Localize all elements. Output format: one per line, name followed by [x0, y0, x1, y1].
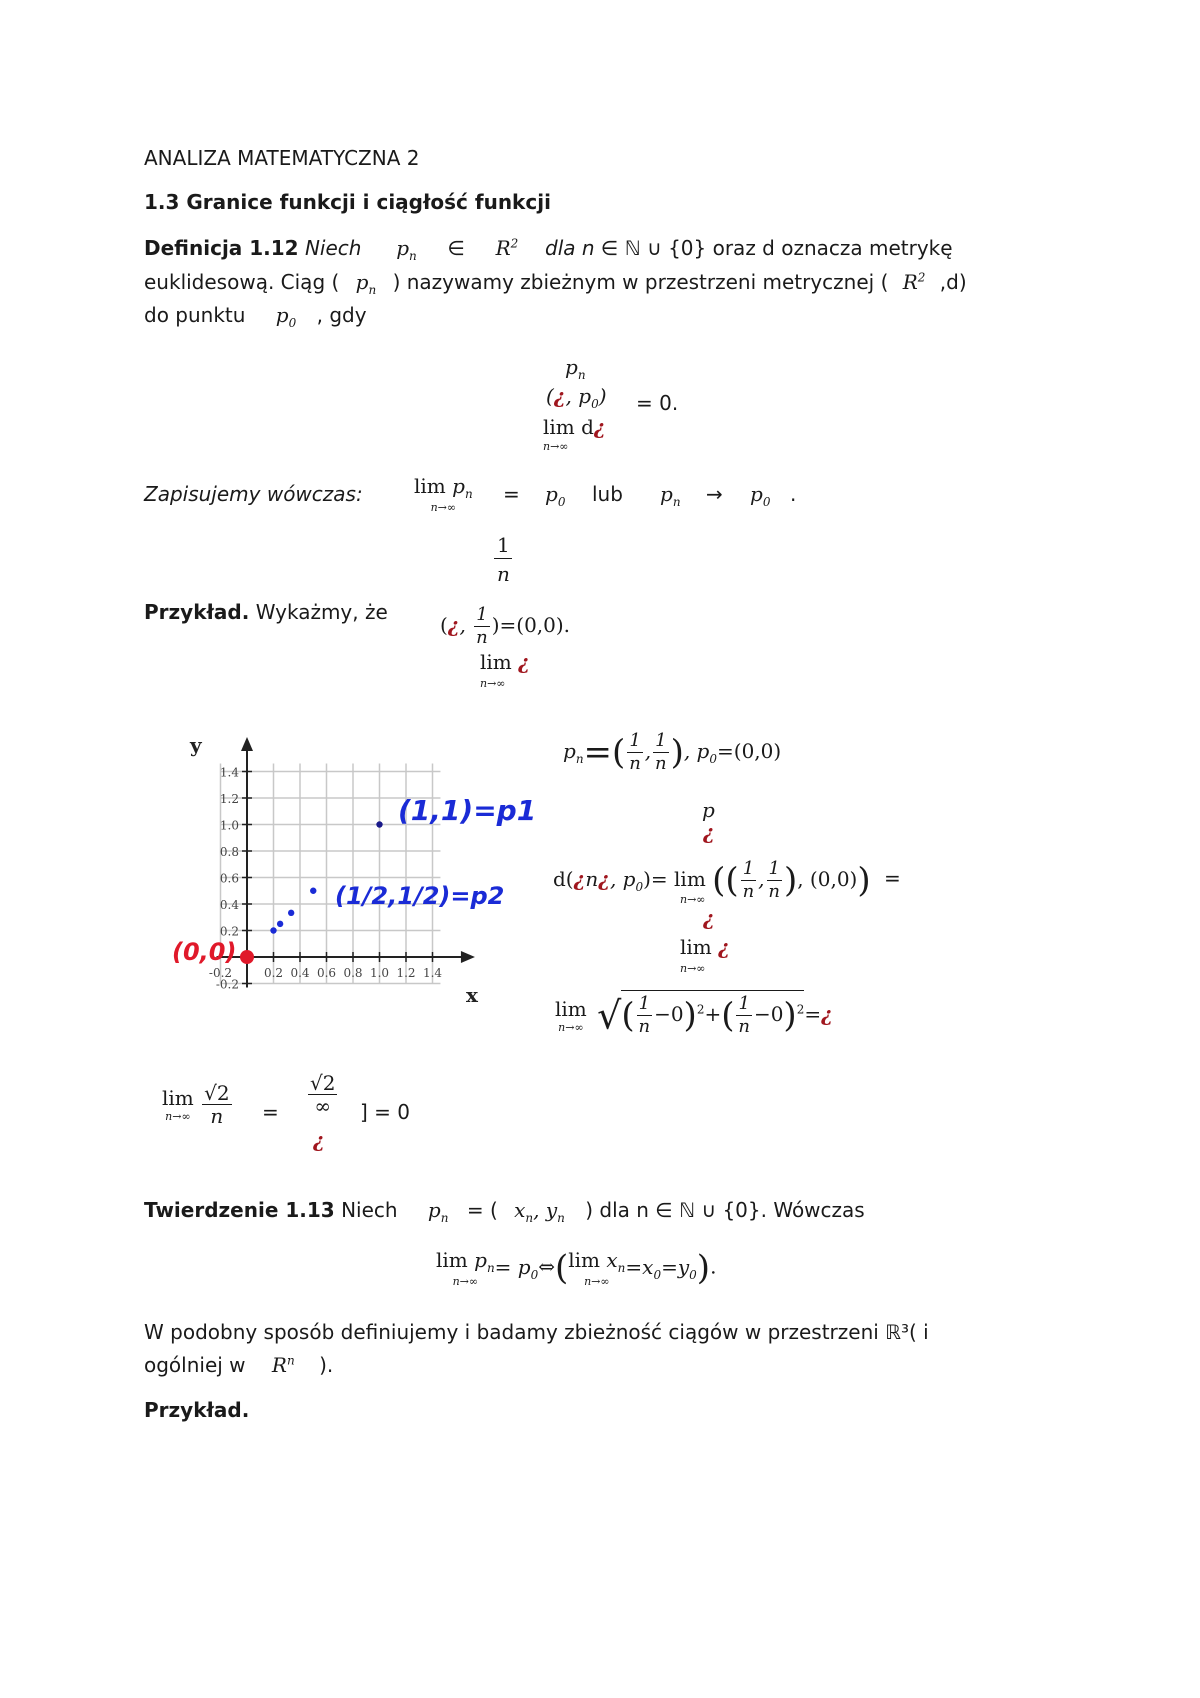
annotation-p1: (1,1)=p1 — [398, 794, 537, 827]
sqrt-line: lim n→∞ √( $\frac{1}{n}$ −0)$^2$+( $\frac{1}{n}$ −0)$^2$=¿ — [555, 990, 833, 1038]
zapis-lim: $\lim p_n$ n→∞ — [414, 474, 473, 514]
ex1-line: Przykład. Wykażmy, że — [144, 600, 388, 624]
ex1-top-num: 1 — [497, 533, 510, 557]
zapis-eq: = — [503, 482, 520, 506]
eq1-paren: (¿, $p_0$) — [546, 384, 607, 411]
lim2-eq: = — [262, 1100, 279, 1124]
eq1-rhs: = 0. — [636, 391, 679, 415]
in-symbol: ∈ — [447, 236, 465, 260]
annotation-p2: (1/2,1/2)=p2 — [335, 882, 505, 910]
y-tick-label: 1.2 — [219, 792, 239, 806]
y-axis-arrow — [241, 737, 253, 751]
sequence-graph — [170, 720, 537, 1010]
lim2-frac: $\frac{√2}{\infty}$ — [310, 1071, 336, 1118]
theorem-line: Twierdzenie 1.13 Niech $p_n$ = ( $x_n$, $y_n$ ) dla n ∈ ℕ ∪ {0}. Wówczas — [144, 1198, 865, 1225]
d-equals: = — [884, 866, 901, 890]
example-2-label: Przykład. — [144, 1398, 250, 1422]
ex1-expr: (¿, $\frac{1}{n}$ )=(0,0). — [440, 604, 571, 648]
d-line: d(¿n¿, $p_0)= \lim$ (( $\frac{1}{n}$ , $\frac{1}{n}$ ), (0,0)) — [553, 858, 871, 902]
definition-line-1 — [144, 236, 953, 263]
eq1-lim: lim d¿ — [543, 415, 606, 439]
annotation-p0: (0,0) — [172, 938, 237, 966]
eq1-pn: $p_n$ — [565, 355, 586, 382]
limit-point — [240, 950, 254, 964]
zapis-dot: . — [790, 482, 797, 506]
x-neg-tick-label: -0.2 — [208, 966, 233, 980]
lim-q-under: n→∞ — [680, 962, 706, 975]
x-axis-arrow — [461, 951, 475, 963]
definition-niech: Niech — [304, 236, 362, 260]
definition-line-3: do punktu $p_0$ , gdy — [144, 303, 367, 330]
x-tick-label: 0.2 — [263, 966, 284, 980]
zapis-arrow: → — [706, 482, 723, 506]
x-tick-label: 0.6 — [316, 966, 337, 980]
x-tick-label: 0.8 — [343, 966, 363, 980]
graph-x-label: x — [466, 983, 478, 1007]
x-tick-label: 1.0 — [369, 966, 390, 980]
sequence-point — [288, 910, 294, 916]
zapis-p0: $p_0$ — [545, 482, 566, 509]
lim2-expr: lim n→∞ $\frac{√2}{n}$ — [162, 1081, 230, 1128]
definition-line-2: euklidesową. Ciąg ( $p_n$ ) nazywamy zbieżnym w przestrzeni metrycznej ( $R^2$ ,d) — [144, 270, 967, 297]
d-under-q: ¿ — [703, 906, 715, 930]
zapis-p0b: $p_0$ — [750, 482, 771, 509]
zapis-line: Zapisujemy wówczas: — [144, 482, 363, 506]
definition-label: Definicja 1.12 — [144, 236, 299, 260]
y-tick-label: 1.4 — [219, 765, 239, 780]
pn-def: $p_n=$( $\frac{1}{n}$ , $\frac{1}{n}$ ), $p_0=(0,0)$ — [563, 730, 782, 774]
dla-n: dla n — [545, 236, 595, 260]
eq1-under: n→∞ — [543, 440, 569, 453]
page-title: ANALIZA MATEMATYCZNA 2 — [144, 146, 420, 170]
ex1-lim: lim ¿ — [480, 650, 530, 674]
y-tick-label: 0.6 — [219, 871, 239, 886]
x-tick-label: 1.2 — [396, 966, 416, 980]
sequence-point — [277, 921, 283, 927]
para-line-2: ogólniej w $R^n$ ). — [144, 1353, 334, 1377]
pn-symbol: $p_n$ — [396, 236, 417, 263]
para-line-1: W podobny sposób definiujemy i badamy zbieżność ciągów w przestrzeni ℝ³( i — [144, 1320, 929, 1344]
r2-symbol: $R^2$ — [495, 236, 519, 260]
zapis-pn: $p_n$ — [660, 482, 681, 509]
sequence-point — [270, 927, 276, 933]
y-tick-label: 0.2 — [219, 924, 239, 939]
y-tick-label: -0.2 — [215, 977, 239, 992]
sequence-point — [376, 821, 382, 827]
ex1-under: n→∞ — [480, 677, 506, 690]
y-tick-label: 0.8 — [219, 845, 239, 859]
d-under: n→∞ — [680, 893, 706, 906]
d-top-q: ¿ — [703, 820, 715, 844]
graph-y-label: y — [190, 733, 202, 757]
definition-set: ∈ ℕ ∪ {0} oraz d oznacza metrykę — [600, 236, 953, 260]
section-heading: 1.3 Granice funkcji i ciągłość funkcji — [144, 190, 551, 214]
x-tick-label: 0.4 — [290, 966, 310, 980]
x-tick-label: 1.4 — [422, 966, 443, 980]
zapis-lub: lub — [592, 482, 623, 506]
ex1-top-den: n — [497, 562, 510, 586]
theorem-formula: $\lim p_n$ n→∞ = $p_0\Leftrightarrow$( $\lim x_n$ n→∞ $=x_0=y_0$). — [436, 1248, 717, 1288]
ex1-top-bar — [494, 558, 512, 559]
y-tick-label: 0.4 — [219, 898, 239, 912]
lim-q: lim ¿ — [680, 935, 730, 959]
d-top-p: p — [702, 798, 715, 822]
sequence-point — [310, 888, 316, 894]
lim2-rhs: ] = 0 — [360, 1100, 410, 1124]
graph-axes — [217, 737, 475, 988]
lim2-q: ¿ — [313, 1128, 325, 1152]
y-tick-label: 1.0 — [219, 818, 239, 833]
